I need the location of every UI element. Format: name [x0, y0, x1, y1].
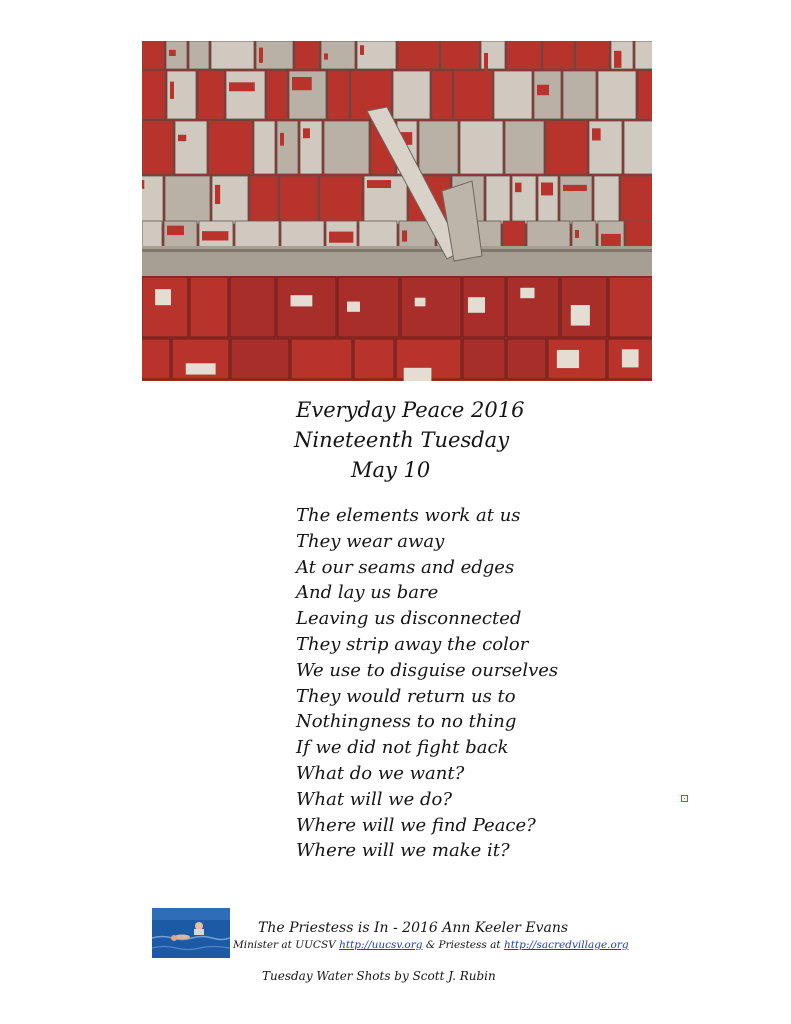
- poem-line: At our seams and edges: [296, 556, 515, 578]
- weathered-shingles-photo: [142, 41, 652, 381]
- page-subtitle: Nineteenth Tuesday: [294, 428, 510, 452]
- uucsv-link[interactable]: http://uucsv.org: [339, 939, 423, 951]
- poem-line: The elements work at us: [296, 505, 521, 526]
- page-date: May 10: [351, 458, 431, 482]
- broken-image-marker-icon: [681, 795, 688, 802]
- swimmer-photo: [152, 908, 230, 958]
- poem-line: If we did not fight back: [296, 737, 509, 759]
- poem-line: And lay us bare: [296, 582, 439, 604]
- photo-credit: Tuesday Water Shots by Scott J. Rubin: [262, 969, 496, 983]
- poem-line: Where will we find Peace?: [296, 814, 536, 836]
- poem-line: Leaving us disconnected: [296, 608, 522, 630]
- footer-affiliations: [233, 939, 629, 951]
- priestess-label: & Priestess at: [422, 939, 504, 951]
- poem-line: Where will we make it?: [296, 840, 510, 862]
- footer-title: The Priestess is In - 2016 Ann Keeler Evans: [258, 920, 569, 936]
- poem: [296, 503, 616, 864]
- sacredvillage-link[interactable]: http://sacredvillage.org: [503, 939, 629, 951]
- poem-line: What do we want?: [296, 762, 465, 784]
- minister-label: Minister at UUCSV: [233, 939, 340, 951]
- poem-line: We use to disguise ourselves: [296, 659, 559, 681]
- poem-line: They would return us to: [296, 685, 516, 707]
- page-title: Everyday Peace 2016: [296, 398, 525, 422]
- poem-line: What will we do?: [296, 788, 452, 810]
- poem-line: They wear away: [296, 530, 445, 552]
- poem-line: They strip away the color: [296, 633, 529, 655]
- poem-line: Nothingness to no thing: [296, 711, 517, 733]
